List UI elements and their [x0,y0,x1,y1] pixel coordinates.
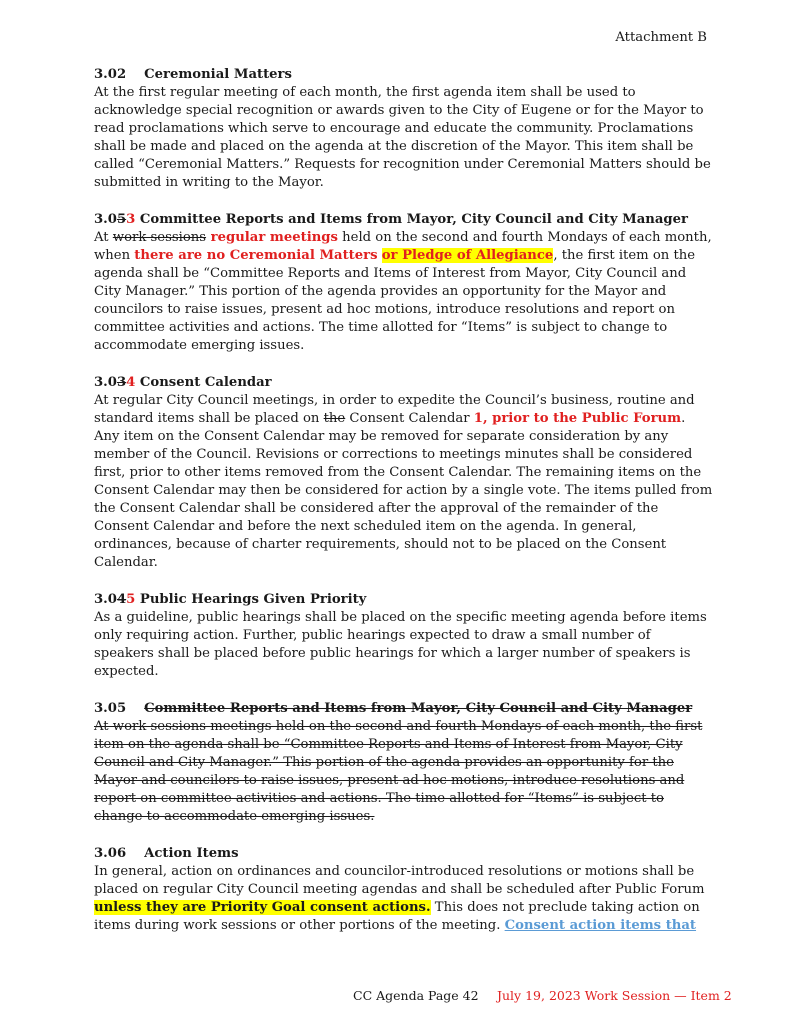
section-3-04-text-2: Consent Calendar [345,411,474,426]
section-3-05-old-number: 3.05 [94,701,127,716]
section-3-03-text-at: At [94,230,113,245]
section-3-05-number-deleted: 4 [116,592,127,607]
section-3-06-body [94,863,714,935]
section-3-05-number-prefix: 3.0 [94,592,117,607]
section-3-03 [94,211,714,355]
section-3-03-heading [94,211,714,229]
footer-session-label: July 19, 2023 Work Session — Item 2 [497,988,732,1003]
attachment-label: Attachment B [615,30,707,45]
section-3-03-text-2: , the first item on the agenda shall be “Committee Reports and Items of Interest from Mayor, City Council and City Manager.” This portion of the agenda provides an opportunity for the Mayor and councilors to raise issues, present ad hoc motions, introduce resolutions and report on committee activities and actions. The time allotted for “Items” is subject to change to accommodate emerging issues. [94,248,696,353]
section-3-06-heading [94,845,714,863]
added-no-ceremonial-matters: there are no Ceremonial Matters [134,248,378,263]
section-3-05-old-title: Committee Reports and Items from Mayor, City Council and City Manager [144,701,693,716]
section-3-02-body: At the first regular meeting of each month, the first agenda item shall be used to acknowledge special recognition or awards given to the City of Eugene or for the Mayor to read proclamations which serve to encourage and educate the community. Proclamations shall be made and placed on the agenda at the discretion of the Mayor. This item shall be called “Ceremonial Matters.” Requests for recognition under Ceremonial Matters should be submitted in writing to the Mayor. [94,85,711,190]
deleted-the: the [323,411,346,426]
section-3-06-text-2: This does not preclude taking action on items during work sessions or other portions of the meeting. [94,900,700,933]
section-3-05-deleted [94,700,714,826]
section-3-06-number: 3.06 [94,846,127,861]
section-3-06-title: Action Items [144,846,239,861]
added-priority-goal-consent: unless they are Priority Goal consent actions. [94,900,431,915]
section-3-03-text-1: held on the second and fourth Mondays of each month, when [94,230,712,263]
section-3-03-body [94,229,714,355]
document-body [94,66,714,954]
section-3-04-text-1: At regular City Council meetings, in order to expedite the Council’s business, routine and standard items shall be placed on [94,393,695,426]
section-3-02-number: 3.02 [94,67,127,82]
added-regular-meetings: regular meetings [206,230,338,245]
section-3-06-text-1: In general, action on ordinances and councilor-introduced resolutions or motions shall be placed on regular City Council meeting agendas and shall be scheduled after Public Forum [94,864,705,897]
consent-action-items-link[interactable]: Consent action items that [504,918,697,933]
section-3-05-title: Public Hearings Given Priority [135,592,367,607]
section-3-02-heading [94,66,714,84]
added-prior-to-public-forum: 1, prior to the Public Forum [473,411,682,426]
section-3-05-body: As a guideline, public hearings shall be placed on the specific meeting agenda before items only requiring action. Further, public hearings expected to draw a small number of speakers shall be placed before public hearings for which a larger number of speakers is expected. [94,610,707,679]
section-3-06 [94,845,714,935]
deleted-work-sessions: work sessions [112,230,207,245]
section-3-05-old-heading [94,700,714,718]
section-3-04-number-prefix: 3.0 [94,375,117,390]
section-3-05-public-hearings [94,591,714,681]
section-3-05-number-added: 5 [126,592,136,607]
section-3-03-number-added: 3 [126,212,136,227]
added-pledge-of-allegiance: or Pledge of Allegiance [381,248,554,263]
section-3-03-number-deleted: 5 [116,212,127,227]
section-3-04-text-3: . Any item on the Consent Calendar may be removed for separate consideration by any member of the Council. Revisions or corrections to meetings minutes shall be considered first, prior to other items removed from the Consent Calendar. The remaining items on the Consent Calendar may then be considered for action by a single vote. The items pulled from the Consent Calendar shall be considered after the approval of the remainder of the Consent Calendar and before the next scheduled item on the agenda. In general, ordinances, because of charter requirements, should not to be placed on the Consent Calendar. [94,411,713,570]
section-3-03-number-prefix: 3.0 [94,212,117,227]
section-3-05-old-body: At work sessions meetings held on the second and fourth Mondays of each month, the first item on the agenda shall be “Committee Reports and Items of Interest from Mayor, City Council and City Manager.” This portion of the agenda provides an opportunity for the Mayor and councilors to raise issues, present ad hoc motions, introduce resolutions and report on committee activities and actions. The time allotted for “Items” is subject to change to accommodate emerging issues. [94,719,703,824]
footer-page-number: CC Agenda Page 42 [353,988,479,1003]
section-3-04-heading [94,374,714,392]
section-3-04-number-added: 4 [126,375,136,390]
section-3-02 [94,66,714,192]
section-3-05-heading [94,591,714,609]
section-3-04-title: Consent Calendar [135,375,272,390]
section-3-03-title: Committee Reports and Items from Mayor, City Council and City Manager [135,212,688,227]
section-3-04 [94,374,714,572]
section-3-04-body [94,392,714,572]
section-3-04-number-deleted: 3 [116,375,127,390]
section-3-02-title: Ceremonial Matters [144,67,292,82]
